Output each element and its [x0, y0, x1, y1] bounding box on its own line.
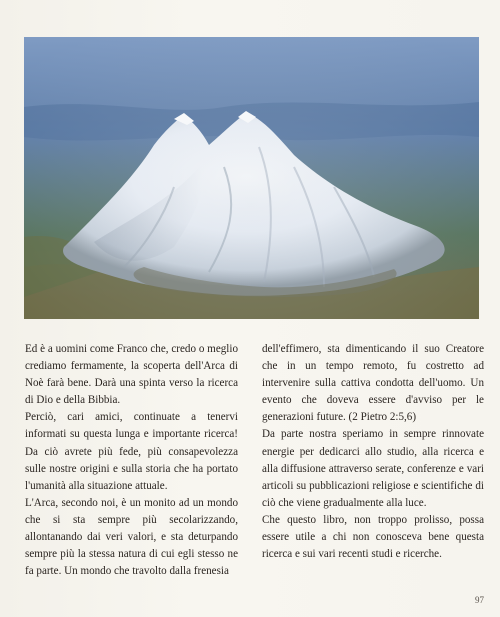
paragraph: Ed è a uomini come Franco che, credo o meglio crediamo fermamente, la scoperta dell'Arca di Noè farà bene. Darà una spinta verso la ricerca di Dio e della Bibbia. [25, 343, 238, 407]
mountain-photo [24, 37, 479, 319]
paragraph: Che questo libro, non troppo prolisso, possa essere utile a chi non conosceva bene questa ricerca e sui vari recenti studi e ricerche. [262, 513, 484, 561]
page-number: 97 [475, 595, 484, 605]
paragraph: L'Arca, secondo noi, è un monito ad un mondo che si sta sempre più secolarizzando, allontanando dai veri valori, e sta deturpando sempre più la stessa natura di cui egli stesso ne fa parte. Un mondo che travolto dalla frenesia [25, 496, 238, 578]
paragraph: dell'effimero, sta dimenticando il suo Creatore che in un tempo remoto, fu costretto ad intervenire sulla cattiva condotta dell'uomo. Un evento che doveva essere d'avviso per le generazioni future. (2 Pietro 2:5,6) [262, 343, 484, 424]
snow-capped-twin-volcanic-peaks-aerial-icon [24, 37, 479, 319]
right-text-column [262, 341, 484, 563]
left-text-column [25, 341, 238, 580]
paragraph: Perciò, cari amici, continuate a tenervi informati su questa lunga e importante ricerca! Da ciò avrete più fede, più consapevolezza sulle nostre origini e sulla storia che ha portato l'umanità alla situazione attuale. [25, 411, 238, 492]
paragraph: Da parte nostra speriamo in sempre rinnovate energie per dedicarci allo studio, alla ricerca e alla diffusione attraverso serate, conferenze e vari articoli su pubblicazioni religiose e scientifiche di ciò che viene gradualmente alla luce. [262, 428, 484, 509]
